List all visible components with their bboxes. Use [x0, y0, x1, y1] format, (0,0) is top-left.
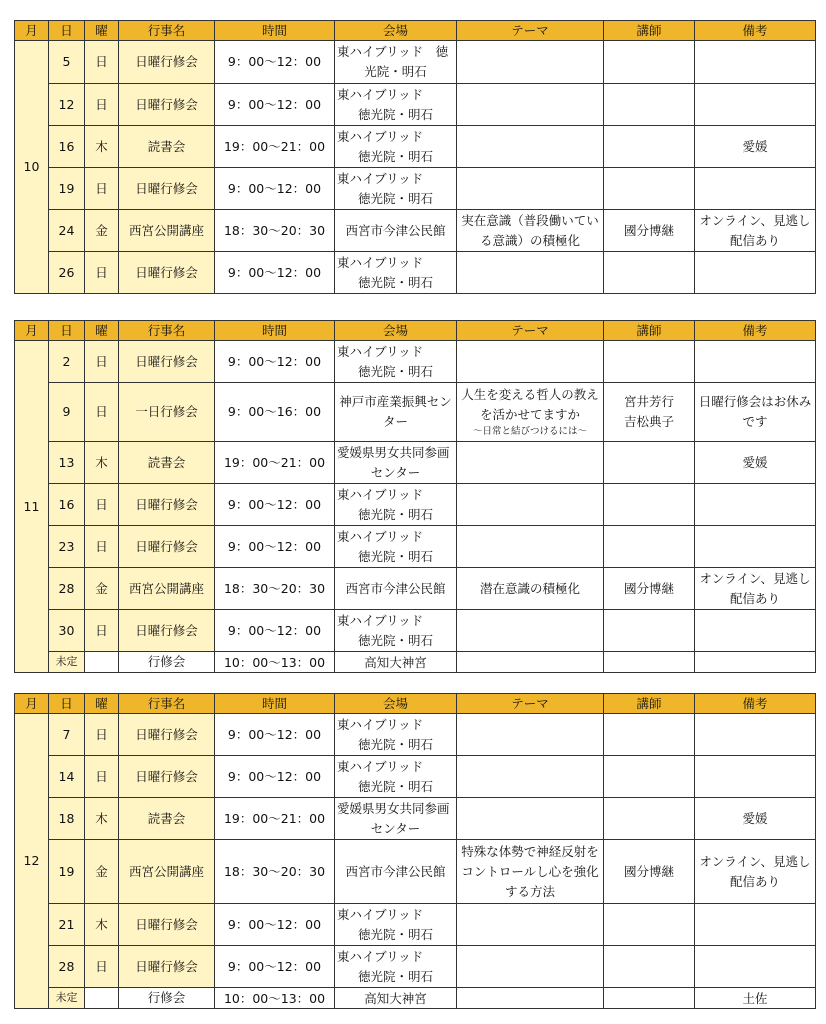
lecturer-line: 宮井芳行 [623, 394, 674, 409]
theme-cell [457, 484, 604, 526]
lecturer-cell: 國分博継 [604, 840, 695, 904]
theme-cell [457, 84, 604, 126]
note-cell [695, 84, 816, 126]
note-line: 配信あり [729, 873, 780, 889]
time-cell: 10：00〜13：00 [215, 652, 335, 673]
time-cell: 9：00〜12：00 [215, 484, 335, 526]
day-cell: 19 [49, 168, 85, 210]
header-note: 備考 [695, 321, 816, 341]
lecturer-cell: 國分博継 [604, 210, 695, 252]
theme-cell [457, 41, 604, 84]
lecturer-cell [604, 252, 695, 294]
table-row [15, 756, 816, 798]
venue-cell: 西宮市今津公民館 [335, 840, 457, 904]
schedule-table-october [14, 20, 816, 294]
note-cell [695, 210, 816, 252]
time-cell: 9：00〜12：00 [215, 714, 335, 756]
weekday-cell: 日 [85, 341, 119, 383]
header-time: 時間 [215, 694, 335, 714]
weekday-cell: 日 [85, 252, 119, 294]
time-cell: 9：00〜12：00 [215, 41, 335, 84]
venue-line: 徳光院・明石 [357, 548, 433, 564]
event-cell: 行修会 [119, 988, 215, 1009]
header-month: 月 [15, 21, 49, 41]
note-cell [695, 41, 816, 84]
event-cell: 西宮公開講座 [119, 840, 215, 904]
note-cell [695, 840, 816, 904]
venue-cell [335, 126, 457, 168]
theme-cell [457, 442, 604, 484]
time-cell: 18：30〜20：30 [215, 568, 335, 610]
note-cell: 愛媛 [695, 442, 816, 484]
header-lecturer: 講師 [604, 321, 695, 341]
venue-line: センター [370, 464, 421, 480]
event-cell: 西宮公開講座 [119, 568, 215, 610]
time-cell: 18：30〜20：30 [215, 210, 335, 252]
day-cell: 21 [49, 904, 85, 946]
table-row [15, 714, 816, 756]
weekday-cell [85, 652, 119, 673]
header-event: 行事名 [119, 21, 215, 41]
theme-cell [457, 526, 604, 568]
day-cell: 28 [49, 946, 85, 988]
theme-cell [457, 610, 604, 652]
note-cell [695, 610, 816, 652]
weekday-cell: 木 [85, 126, 119, 168]
weekday-cell: 日 [85, 756, 119, 798]
theme-cell [457, 988, 604, 1009]
day-cell: 24 [49, 210, 85, 252]
theme-cell [457, 126, 604, 168]
event-cell: 日曜行修会 [119, 946, 215, 988]
venue-line: 東ハイブリッド [337, 906, 424, 922]
event-cell: 日曜行修会 [119, 252, 215, 294]
venue-cell [335, 383, 457, 442]
day-cell: 16 [49, 484, 85, 526]
time-cell: 19：00〜21：00 [215, 126, 335, 168]
lecturer-cell [604, 946, 695, 988]
event-cell: 読書会 [119, 798, 215, 840]
venue-line: 光院・明石 [364, 64, 427, 79]
lecturer-cell [604, 383, 695, 442]
theme-cell [457, 904, 604, 946]
venue-cell [335, 798, 457, 840]
venue-cell [335, 41, 457, 84]
theme-line: を活かせてますか [479, 407, 580, 422]
venue-line: 徳光院・明石 [357, 736, 433, 752]
weekday-cell: 日 [85, 484, 119, 526]
theme-cell [457, 168, 604, 210]
lecturer-line: 吉松典子 [623, 414, 674, 429]
weekday-cell: 日 [85, 714, 119, 756]
note-cell [695, 484, 816, 526]
table-row [15, 341, 816, 383]
event-cell: 日曜行修会 [119, 484, 215, 526]
weekday-cell: 木 [85, 442, 119, 484]
header-event: 行事名 [119, 321, 215, 341]
theme-cell [457, 341, 604, 383]
venue-line: 東ハイブリッド [337, 758, 424, 774]
weekday-cell: 日 [85, 946, 119, 988]
theme-cell [457, 946, 604, 988]
time-cell: 9：00〜12：00 [215, 252, 335, 294]
time-cell: 9：00〜12：00 [215, 904, 335, 946]
venue-cell [335, 904, 457, 946]
header-weekday: 曜 [85, 694, 119, 714]
day-cell: 30 [49, 610, 85, 652]
note-cell: 土佐 [695, 988, 816, 1009]
venue-cell [335, 168, 457, 210]
theme-cell: 潜在意識の積極化 [457, 568, 604, 610]
note-cell [695, 652, 816, 673]
header-venue: 会場 [335, 694, 457, 714]
note-line: オンライン、見逃し [699, 853, 811, 869]
note-line: です [742, 414, 768, 429]
day-cell: 23 [49, 526, 85, 568]
header-venue: 会場 [335, 321, 457, 341]
theme-cell [457, 756, 604, 798]
month-cell: 10 [15, 41, 49, 294]
table-row [15, 946, 816, 988]
time-cell: 9：00〜12：00 [215, 526, 335, 568]
lecturer-cell [604, 798, 695, 840]
table-row [15, 798, 816, 840]
venue-line: 東ハイブリッド [337, 486, 424, 502]
day-cell: 2 [49, 341, 85, 383]
weekday-cell: 金 [85, 568, 119, 610]
venue-line: 徳光院・明石 [357, 506, 433, 522]
lecturer-cell [604, 714, 695, 756]
table-row [15, 610, 816, 652]
table-row [15, 383, 816, 442]
venue-cell [335, 252, 457, 294]
table-row [15, 41, 816, 84]
theme-cell [457, 210, 604, 252]
table-row [15, 652, 816, 673]
table-row [15, 210, 816, 252]
day-cell: 14 [49, 756, 85, 798]
lecturer-cell [604, 442, 695, 484]
venue-line: 東ハイブリッド [337, 716, 424, 732]
venue-cell: 西宮市今津公民館 [335, 210, 457, 252]
venue-cell [335, 341, 457, 383]
header-theme: テーマ [457, 321, 604, 341]
weekday-cell: 日 [85, 610, 119, 652]
header-month: 月 [15, 694, 49, 714]
lecturer-cell [604, 904, 695, 946]
header-day: 日 [49, 321, 85, 341]
event-cell: 西宮公開講座 [119, 210, 215, 252]
note-cell [695, 904, 816, 946]
lecturer-cell [604, 526, 695, 568]
venue-cell: 高知大神宮 [335, 988, 457, 1009]
weekday-cell: 金 [85, 840, 119, 904]
lecturer-cell [604, 341, 695, 383]
header-day: 日 [49, 21, 85, 41]
venue-line: センター [370, 820, 421, 836]
weekday-cell [85, 988, 119, 1009]
day-cell: 5 [49, 41, 85, 84]
theme-subtitle: 〜日常と結びつけるには〜 [472, 426, 587, 437]
table-row [15, 526, 816, 568]
time-cell: 9：00〜12：00 [215, 341, 335, 383]
event-cell: 読書会 [119, 126, 215, 168]
venue-cell: 高知大神宮 [335, 652, 457, 673]
theme-line: する方法 [504, 883, 555, 899]
venue-line: 徳光院・明石 [357, 148, 433, 164]
venue-line: 東ハイブリッド [337, 86, 424, 102]
table-row [15, 988, 816, 1009]
venue-cell [335, 714, 457, 756]
lecturer-cell [604, 126, 695, 168]
theme-cell [457, 652, 604, 673]
theme-line: コントロールし心を強化 [461, 863, 599, 879]
day-cell: 7 [49, 714, 85, 756]
venue-line: 徳光院・明石 [357, 778, 433, 794]
theme-cell [457, 798, 604, 840]
day-cell: 9 [49, 383, 85, 442]
venue-line: ター [382, 414, 408, 429]
note-cell: 愛媛 [695, 126, 816, 168]
venue-cell [335, 610, 457, 652]
note-cell [695, 252, 816, 294]
theme-line: 特殊な体勢で神経反射を [461, 843, 599, 859]
header-note: 備考 [695, 21, 816, 41]
weekday-cell: 日 [85, 168, 119, 210]
header-event: 行事名 [119, 694, 215, 714]
venue-line: 東ハイブリッド [337, 254, 424, 270]
theme-line: 実在意識（普段働いてい [461, 212, 599, 228]
theme-line: る意識）の積極化 [479, 232, 580, 248]
event-cell: 日曜行修会 [119, 610, 215, 652]
day-cell: 18 [49, 798, 85, 840]
note-cell [695, 383, 816, 442]
venue-line: 東ハイブリッド [337, 528, 424, 544]
venue-cell [335, 946, 457, 988]
lecturer-cell [604, 652, 695, 673]
weekday-cell: 日 [85, 84, 119, 126]
note-cell [695, 714, 816, 756]
table-row [15, 84, 816, 126]
venue-line: 神戸市産業振興セン [339, 394, 452, 409]
venue-line: 東ハイブリッド [337, 343, 424, 359]
event-cell: 一日行修会 [119, 383, 215, 442]
lecturer-cell [604, 84, 695, 126]
day-cell: 13 [49, 442, 85, 484]
table-row [15, 840, 816, 904]
theme-cell [457, 383, 604, 442]
table-row [15, 168, 816, 210]
day-cell: 未定 [49, 652, 85, 673]
venue-cell [335, 84, 457, 126]
lecturer-cell [604, 168, 695, 210]
lecturer-cell [604, 610, 695, 652]
day-cell: 16 [49, 126, 85, 168]
weekday-cell: 木 [85, 904, 119, 946]
day-cell: 12 [49, 84, 85, 126]
lecturer-cell [604, 756, 695, 798]
header-row [15, 694, 816, 714]
venue-line: 徳光院・明石 [357, 106, 433, 122]
table-row [15, 904, 816, 946]
venue-cell [335, 526, 457, 568]
note-cell [695, 568, 816, 610]
header-row [15, 321, 816, 341]
theme-cell [457, 714, 604, 756]
header-time: 時間 [215, 21, 335, 41]
table-row [15, 442, 816, 484]
lecturer-cell: 國分博継 [604, 568, 695, 610]
note-line: オンライン、見逃し [699, 570, 811, 586]
venue-line: 徳光院・明石 [357, 363, 433, 379]
schedule-table-december [14, 693, 816, 1009]
day-cell: 19 [49, 840, 85, 904]
time-cell: 9：00〜12：00 [215, 84, 335, 126]
event-cell: 日曜行修会 [119, 756, 215, 798]
event-cell: 日曜行修会 [119, 341, 215, 383]
weekday-cell: 日 [85, 526, 119, 568]
time-cell: 9：00〜12：00 [215, 946, 335, 988]
event-cell: 日曜行修会 [119, 904, 215, 946]
note-cell [695, 946, 816, 988]
event-cell: 行修会 [119, 652, 215, 673]
note-line: 日曜行修会はお休み [698, 394, 812, 409]
note-line: オンライン、見逃し [699, 212, 811, 228]
month-cell: 12 [15, 714, 49, 1009]
theme-line: 人生を変える哲人の教え [461, 387, 599, 402]
time-cell: 9：00〜16：00 [215, 383, 335, 442]
time-cell: 18：30〜20：30 [215, 840, 335, 904]
header-venue: 会場 [335, 21, 457, 41]
lecturer-cell [604, 41, 695, 84]
venue-line: 徳光院・明石 [357, 632, 433, 648]
note-cell [695, 756, 816, 798]
header-theme: テーマ [457, 694, 604, 714]
event-cell: 読書会 [119, 442, 215, 484]
time-cell: 9：00〜12：00 [215, 168, 335, 210]
day-cell: 28 [49, 568, 85, 610]
header-time: 時間 [215, 321, 335, 341]
header-lecturer: 講師 [604, 694, 695, 714]
venue-line: 東ハイブリッド [337, 170, 424, 186]
weekday-cell: 金 [85, 210, 119, 252]
theme-cell [457, 840, 604, 904]
event-cell: 日曜行修会 [119, 714, 215, 756]
note-cell [695, 168, 816, 210]
header-month: 月 [15, 321, 49, 341]
note-line: 配信あり [729, 590, 780, 606]
weekday-cell: 日 [85, 383, 119, 442]
time-cell: 9：00〜12：00 [215, 756, 335, 798]
table-row [15, 126, 816, 168]
day-cell: 26 [49, 252, 85, 294]
event-cell: 日曜行修会 [119, 526, 215, 568]
schedule-table-november [14, 320, 816, 673]
note-cell [695, 341, 816, 383]
month-cell: 11 [15, 341, 49, 673]
theme-cell [457, 252, 604, 294]
time-cell: 19：00〜21：00 [215, 798, 335, 840]
table-row [15, 252, 816, 294]
table-row [15, 484, 816, 526]
venue-line: 東ハイブリッド [337, 612, 424, 628]
venue-line: 東ハイブリッド [337, 128, 424, 144]
header-lecturer: 講師 [604, 21, 695, 41]
time-cell: 9：00〜12：00 [215, 610, 335, 652]
note-cell [695, 526, 816, 568]
day-cell: 未定 [49, 988, 85, 1009]
venue-line: 東ハイブリッド 徳 [337, 44, 449, 59]
header-theme: テーマ [457, 21, 604, 41]
lecturer-cell [604, 988, 695, 1009]
venue-line: 愛媛県男女共同参画 [337, 444, 450, 460]
header-note: 備考 [695, 694, 816, 714]
venue-line: 愛媛県男女共同参画 [337, 800, 450, 816]
header-weekday: 曜 [85, 21, 119, 41]
weekday-cell: 日 [85, 41, 119, 84]
weekday-cell: 木 [85, 798, 119, 840]
note-cell: 愛媛 [695, 798, 816, 840]
header-day: 日 [49, 694, 85, 714]
event-cell: 日曜行修会 [119, 168, 215, 210]
venue-cell [335, 442, 457, 484]
event-cell: 日曜行修会 [119, 41, 215, 84]
venue-line: 徳光院・明石 [357, 274, 433, 290]
time-cell: 10：00〜13：00 [215, 988, 335, 1009]
header-row [15, 21, 816, 41]
venue-line: 徳光院・明石 [357, 190, 433, 206]
time-cell: 19：00〜21：00 [215, 442, 335, 484]
venue-cell [335, 484, 457, 526]
venue-cell [335, 756, 457, 798]
table-row [15, 568, 816, 610]
venue-line: 東ハイブリッド [337, 948, 424, 964]
venue-line: 徳光院・明石 [357, 926, 433, 942]
lecturer-cell [604, 484, 695, 526]
header-weekday: 曜 [85, 321, 119, 341]
venue-cell: 西宮市今津公民館 [335, 568, 457, 610]
event-cell: 日曜行修会 [119, 84, 215, 126]
venue-line: 徳光院・明石 [357, 968, 433, 984]
note-line: 配信あり [729, 232, 780, 248]
